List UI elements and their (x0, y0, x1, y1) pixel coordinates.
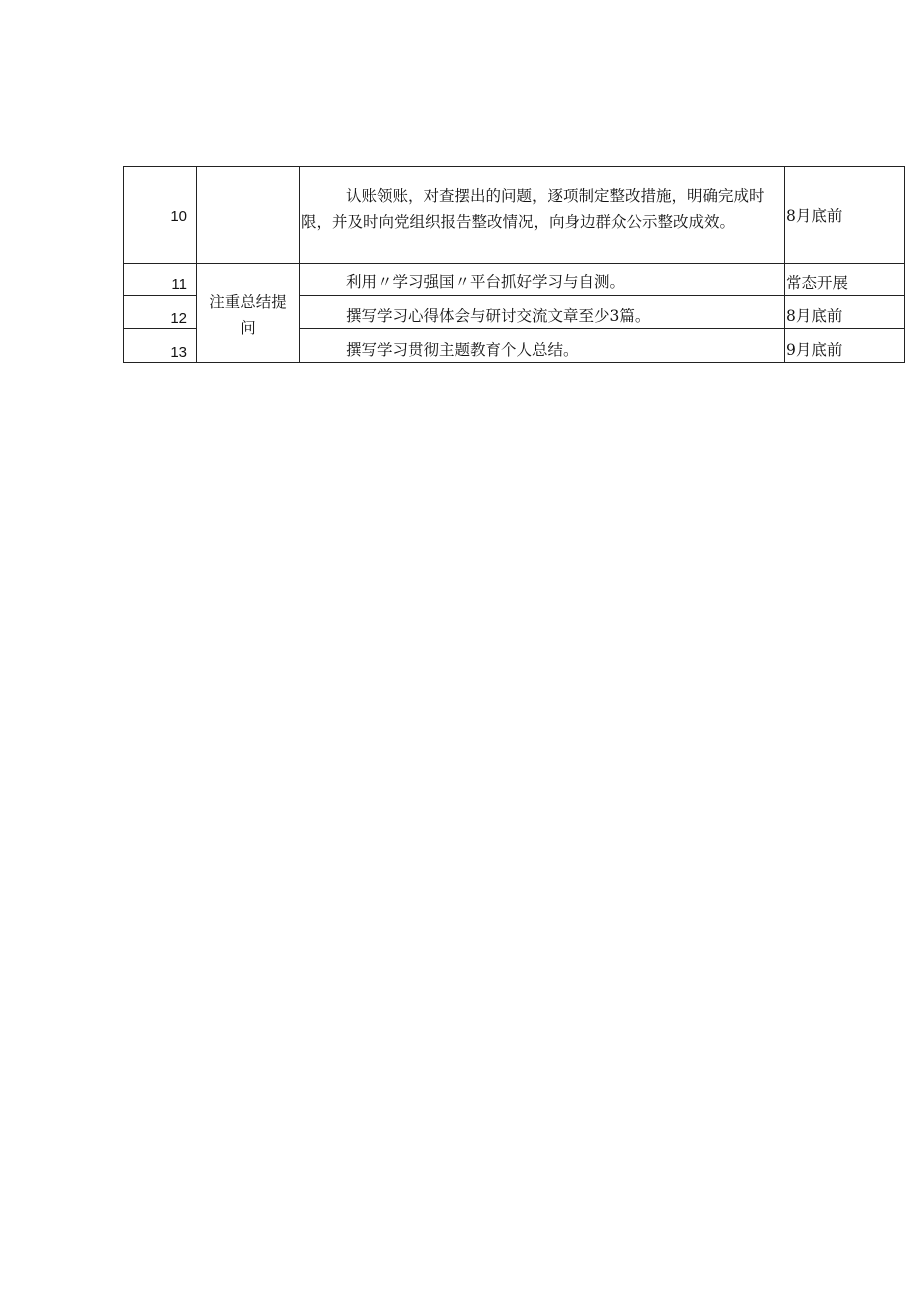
row-index: 12 (170, 310, 187, 327)
column-divider (784, 166, 785, 363)
deadline-cell: 8月底前 (786, 307, 843, 325)
task-description: 利用〃学习强国〃平台抓好学习与自测。 (346, 273, 626, 291)
table-border-left (123, 166, 124, 363)
task-table (123, 166, 905, 362)
table-border-top (123, 166, 905, 167)
category-cell: 注重总结提 问 (209, 293, 287, 337)
task-description: 认账领账，对查摆出的问题，逐项制定整改措施，明确完成时限，并及时向党组织报告整改情况，向身边群众公示整改成效。 (301, 187, 765, 231)
deadline-cell: 常态开展 (786, 274, 849, 292)
row-index: 11 (171, 276, 187, 293)
deadline-cell: 9月底前 (786, 341, 843, 359)
row-divider (123, 263, 905, 264)
column-divider (299, 166, 300, 363)
row-index: 13 (170, 344, 187, 361)
table-border-right (904, 166, 905, 363)
deadline-cell: 8月底前 (786, 207, 843, 225)
row-index: 10 (170, 208, 187, 225)
task-description: 撰写学习心得体会与研讨交流文章至少3篇。 (346, 307, 651, 325)
task-description: 撰写学习贯彻主题教育个人总结。 (346, 341, 579, 359)
